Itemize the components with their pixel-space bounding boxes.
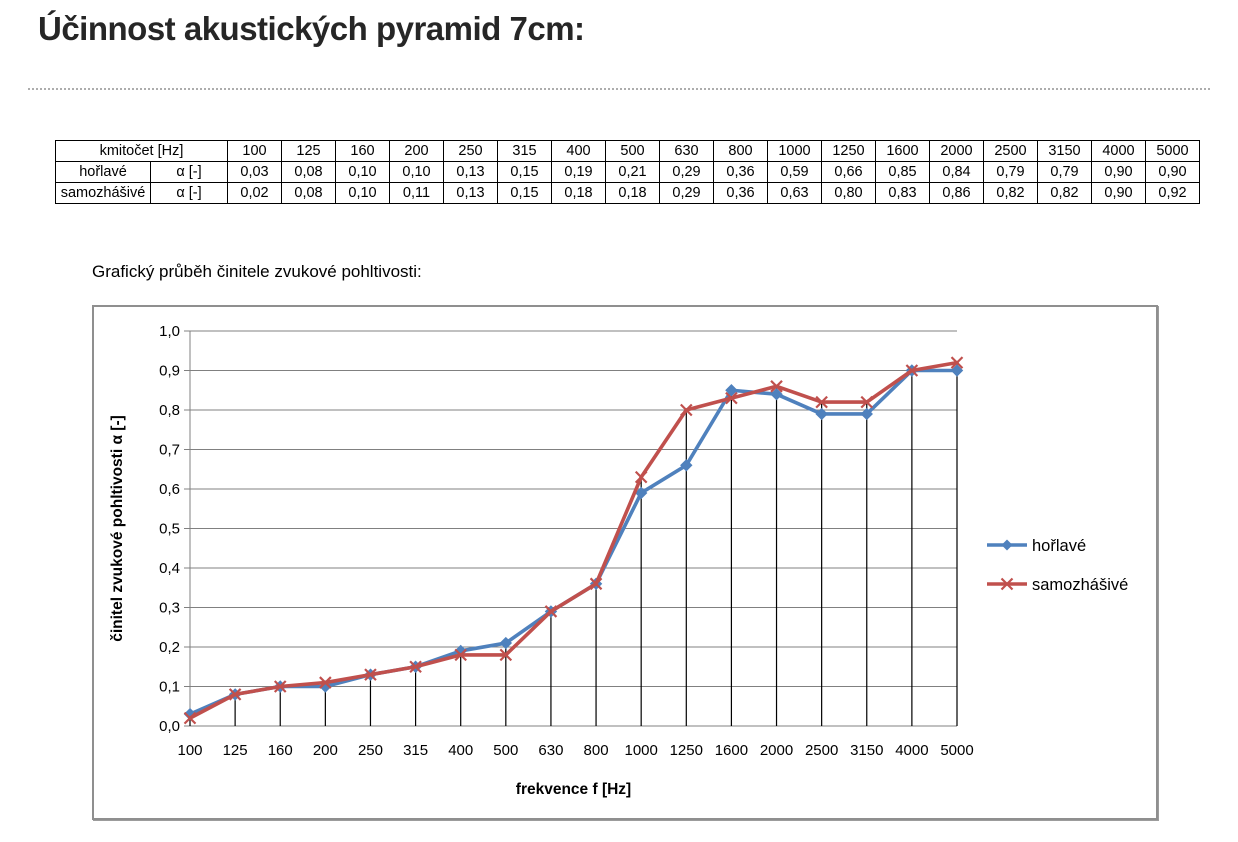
x-tick-label: 100 [177,742,203,759]
table-value-cell: 0,08 [282,162,336,183]
x-tick-label: 2000 [759,742,794,759]
table-frequency-cell: 2000 [930,141,984,162]
table-value-cell: 0,08 [282,183,336,204]
x-tick-label: 630 [538,742,564,759]
table-frequency-cell: 4000 [1092,141,1146,162]
table-frequency-cell: 1600 [876,141,930,162]
table-value-cell: 0,36 [714,183,768,204]
table-value-cell: 0,86 [930,183,984,204]
table-value-cell: 0,80 [822,183,876,204]
table-value-cell: 0,13 [444,183,498,204]
y-tick-label: 0,4 [159,560,180,577]
table-frequency-cell: 800 [714,141,768,162]
y-tick-label: 0,2 [159,639,180,656]
table-frequency-cell: 400 [552,141,606,162]
x-axis-title: frekvence f [Hz] [515,781,632,798]
table-value-cell: 0,15 [498,162,552,183]
x-tick-label: 800 [583,742,609,759]
x-tick-label: 315 [403,742,429,759]
series-hořlavé [185,365,963,720]
absorption-data-table [55,140,1200,204]
legend-item-hořlavé [987,537,1086,555]
x-tick-label: 3150 [850,742,884,759]
table-value-cell: 0,84 [930,162,984,183]
x-tick-label: 4000 [895,742,929,759]
chart-section-title: Grafický průběh činitele zvukové pohltivosti: [92,262,422,281]
table-row-header [56,141,1200,162]
x-tick-label: 400 [448,742,474,759]
table-frequency-cell: 250 [444,141,498,162]
table-frequency-cell: 2500 [984,141,1038,162]
table-frequency-cell: 1000 [768,141,822,162]
table-value-cell: 0,19 [552,162,606,183]
table-value-cell: 0,66 [822,162,876,183]
table-frequency-cell: 315 [498,141,552,162]
table-frequency-cell: 160 [336,141,390,162]
table-value-cell: 0,03 [228,162,282,183]
table-unit-cell: α [-] [151,183,228,204]
table-value-cell: 0,15 [498,183,552,204]
table-frequency-cell: 500 [606,141,660,162]
table-frequency-cell: 200 [390,141,444,162]
table-value-cell: 0,90 [1092,162,1146,183]
table-value-cell: 0,85 [876,162,930,183]
table-value-cell: 0,10 [390,162,444,183]
table-value-cell: 0,18 [606,183,660,204]
x-tick-label: 1250 [669,742,703,759]
table-value-cell: 0,21 [606,162,660,183]
legend-label: samozhášivé [1032,576,1129,594]
y-tick-label: 0,5 [159,520,180,538]
y-tick-label: 0,6 [159,481,180,498]
series-samozhášivé [185,357,963,723]
chart-canvas [94,307,1156,818]
table-unit-cell: α [-] [151,162,228,183]
y-tick-label: 0,3 [159,599,180,617]
absorption-chart [92,305,1158,820]
legend-item-samozhášivé [987,576,1128,594]
x-tick-label: 2500 [804,742,839,759]
dotted-divider [28,88,1210,90]
y-tick-label: 0,7 [159,441,180,459]
x-tick-label: 1000 [624,742,658,759]
x-tick-label: 1600 [714,742,749,759]
y-tick-label: 0,8 [159,402,180,419]
y-tick-label: 0,9 [159,362,180,380]
table-value-cell: 0,90 [1146,162,1200,183]
y-tick-label: 1,0 [159,323,180,340]
table-value-cell: 0,29 [660,183,714,204]
page-title: Účinnost akustických pyramid 7cm: [38,10,585,47]
table-value-cell: 0,90 [1092,183,1146,204]
x-tick-label: 200 [312,742,338,759]
x-tick-label: 125 [222,742,248,759]
table-frequency-cell: 3150 [1038,141,1092,162]
table-value-cell: 0,36 [714,162,768,183]
table-value-cell: 0,59 [768,162,822,183]
table-frequency-cell: 5000 [1146,141,1200,162]
table-frequency-cell: 1250 [822,141,876,162]
table-value-cell: 0,11 [390,183,444,204]
x-tick-label: 250 [357,742,383,759]
table-frequency-cell: 100 [228,141,282,162]
table-value-cell: 0,29 [660,162,714,183]
table-row [56,183,1200,204]
y-axis-title: činitel zvukové pohltivosti α [-] [109,415,126,642]
x-tick-label: 160 [267,742,293,759]
y-tick-label: 0,0 [159,718,180,735]
table-value-cell: 0,13 [444,162,498,183]
table-series-name-cell: samozhášivé [56,183,151,204]
table-frequency-cell: 630 [660,141,714,162]
table-value-cell: 0,10 [336,162,390,183]
legend-label: hořlavé [1032,537,1087,555]
table-header-label: kmitočet [Hz] [56,141,228,162]
legend-diamond-marker [1002,540,1013,551]
table-row [56,162,1200,183]
table-value-cell: 0,18 [552,183,606,204]
table-value-cell: 0,82 [984,183,1038,204]
x-tick-label: 500 [493,742,519,759]
table-value-cell: 0,79 [984,162,1038,183]
table-value-cell: 0,02 [228,183,282,204]
table-value-cell: 0,92 [1146,183,1200,204]
table-value-cell: 0,82 [1038,183,1092,204]
table-value-cell: 0,10 [336,183,390,204]
y-tick-label: 0,1 [159,678,180,696]
table-value-cell: 0,83 [876,183,930,204]
table-value-cell: 0,63 [768,183,822,204]
table-frequency-cell: 125 [282,141,336,162]
x-tick-label: 5000 [940,742,974,759]
table-series-name-cell: hořlavé [56,162,151,183]
table-value-cell: 0,79 [1038,162,1092,183]
